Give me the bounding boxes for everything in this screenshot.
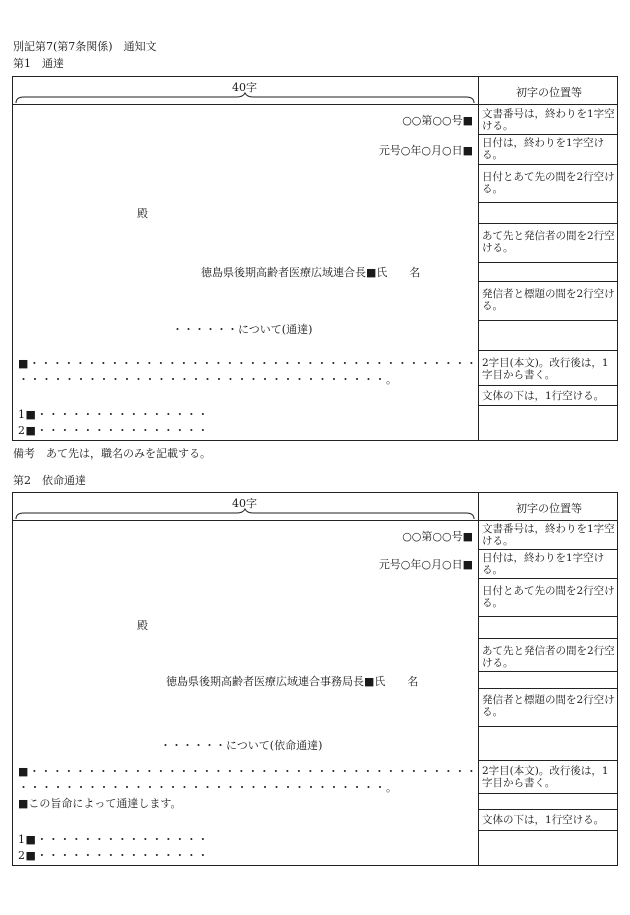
s2-row-line	[478, 520, 618, 521]
s2-row-line	[478, 793, 618, 794]
s2-row-line	[478, 578, 618, 579]
s1-item1: 1■・・・・・・・・・・・・・・・	[18, 408, 209, 421]
s2-note-date-addressee-gap: 日付とあて先の間を2行空ける。	[482, 585, 615, 609]
s1-row-line	[478, 223, 618, 224]
s2-row-line	[478, 760, 618, 761]
s1-doc-number: ○○第○○号■	[402, 114, 473, 127]
section1-width-label: 40字	[232, 81, 257, 94]
s2-row-line	[478, 671, 618, 672]
s2-addressee: 殿	[137, 619, 148, 632]
s1-note-body: 2字目(本文)。改行後は，1字目から書く。	[482, 357, 609, 381]
s1-note-doc-number: 文書番号は，終わりを1字空ける。	[482, 108, 615, 132]
section1-width-brace	[14, 93, 476, 105]
s1-row-line	[478, 202, 618, 203]
s1-row-line	[478, 405, 618, 406]
s1-subject: ・・・・・・について(通達)	[172, 323, 313, 336]
s1-sender: 徳島県後期高齢者医療広域連合長■氏 名	[201, 266, 421, 279]
s1-row-line	[478, 281, 618, 282]
s1-note-sender-subject-gap: 発信者と標題の間を2行空ける。	[482, 288, 615, 312]
section1-label: 第1 通達	[13, 57, 64, 70]
s2-row-line	[478, 616, 618, 617]
s2-item2: 2■・・・・・・・・・・・・・・・	[18, 849, 209, 862]
s2-row-line	[478, 549, 618, 550]
s1-row-line	[478, 320, 618, 321]
s2-doc-number: ○○第○○号■	[402, 530, 473, 543]
s2-note-date: 日付は，終わりを1字空ける。	[482, 552, 605, 576]
s2-note-addressee-sender-gap: あて先と発信者の間を2行空ける。	[482, 645, 615, 669]
s1-row-line	[478, 262, 618, 263]
s1-row-line	[478, 104, 618, 105]
s2-row-line	[478, 638, 618, 639]
page-title: 別記第7(第7条関係) 通知文	[13, 40, 157, 53]
s1-date: 元号○年○月○日■	[378, 144, 473, 157]
section1-column-divider	[478, 76, 479, 441]
s2-row-line	[478, 688, 618, 689]
s2-date: 元号○年○月○日■	[378, 558, 473, 571]
s2-row-line	[478, 726, 618, 727]
section2-label: 第2 依命通達	[13, 474, 86, 487]
s1-row-line	[478, 134, 618, 135]
s2-note-doc-number: 文書番号は，終わりを1字空ける。	[482, 523, 615, 547]
s1-note-after-body: 文体の下は，1行空ける。	[482, 390, 605, 402]
s2-note-body: 2字目(本文)。改行後は，1字目から書く。	[482, 765, 609, 789]
s1-note-date: 日付は，終わりを1字空ける。	[482, 137, 605, 161]
section2-width-label: 40字	[232, 497, 257, 510]
s1-remark: 備考 あて先は，職名のみを記載する。	[13, 447, 211, 460]
s1-row-line	[478, 385, 618, 386]
s2-item1: 1■・・・・・・・・・・・・・・・	[18, 833, 209, 846]
section2-width-brace	[14, 509, 476, 521]
s1-item2: 2■・・・・・・・・・・・・・・・	[18, 424, 209, 437]
s2-sender: 徳島県後期高齢者医療広域連合事務局長■氏 名	[166, 675, 419, 688]
section2-column-header: 初字の位置等	[516, 502, 582, 515]
s1-body-line1: ■・・・・・・・・・・・・・・・・・・・・・・・・・・・・・・・・・・・・・・・	[18, 357, 478, 370]
s1-addressee: 殿	[137, 207, 148, 220]
s2-body-line3: ■この旨命によって通達します。	[18, 797, 182, 810]
s1-note-addressee-sender-gap: あて先と発信者の間を2行空ける。	[482, 230, 615, 254]
s2-row-line	[478, 809, 618, 810]
s2-note-after-body: 文体の下は，1行空ける。	[482, 814, 605, 826]
s2-note-sender-subject-gap: 発信者と標題の間を2行空ける。	[482, 694, 615, 718]
s2-body-line1: ■・・・・・・・・・・・・・・・・・・・・・・・・・・・・・・・・・・・・・・・	[18, 765, 478, 778]
s1-row-line	[478, 350, 618, 351]
s1-note-date-addressee-gap: 日付とあて先の間を2行空ける。	[482, 171, 615, 195]
s2-subject: ・・・・・・について(依命通達)	[160, 739, 323, 752]
s1-row-line	[478, 164, 618, 165]
s2-body-line2: ・・・・・・・・・・・・・・・・・・・・・・・・・・・・・・・・。	[18, 781, 398, 794]
section1-column-header: 初字の位置等	[516, 86, 582, 99]
s2-row-line	[478, 830, 618, 831]
s1-body-line2: ・・・・・・・・・・・・・・・・・・・・・・・・・・・・・・・・。	[18, 373, 398, 386]
